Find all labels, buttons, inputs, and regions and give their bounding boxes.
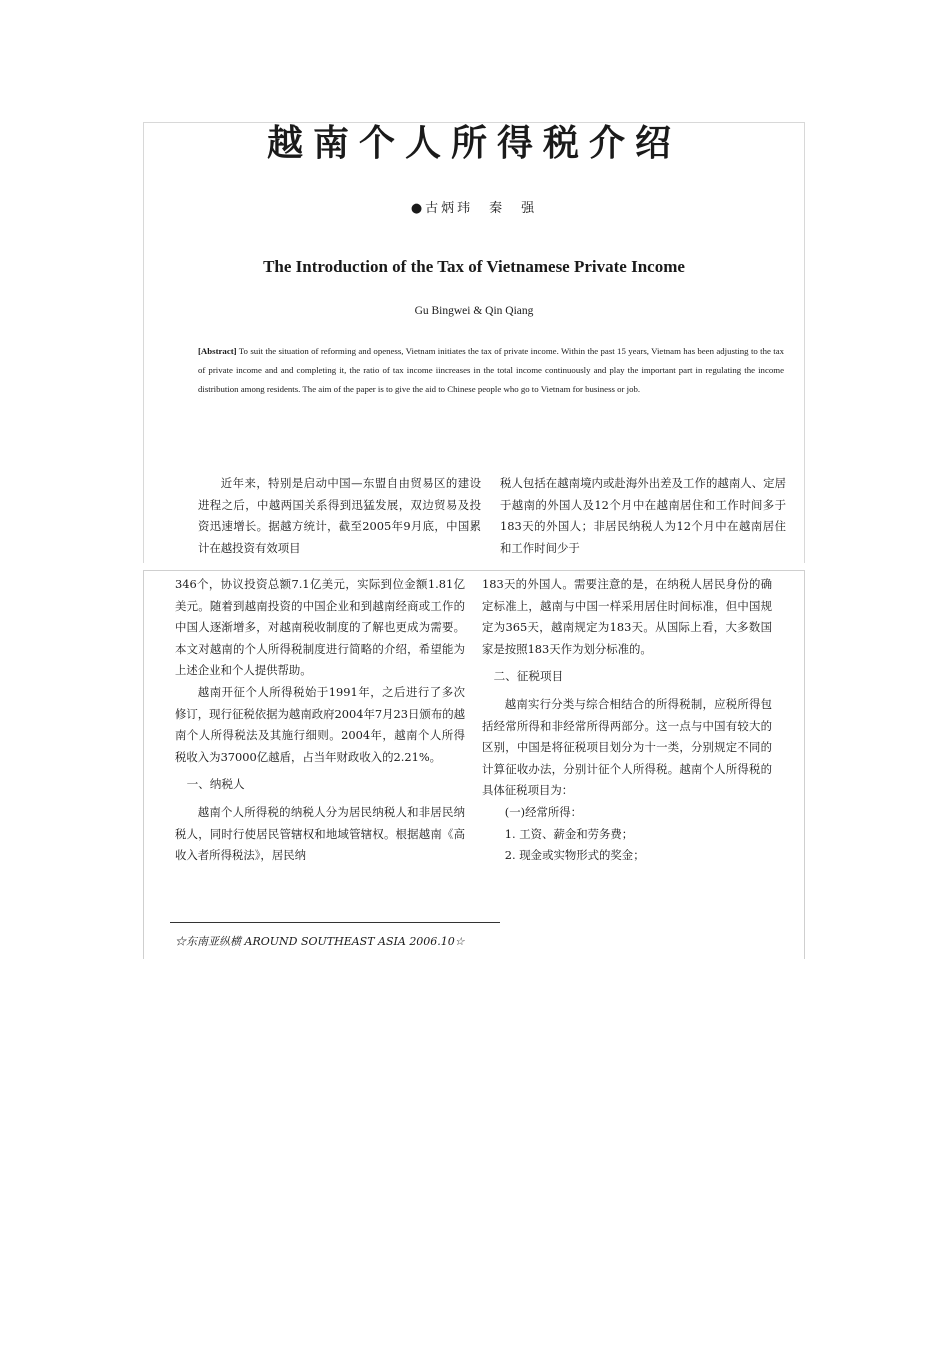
body-column-left-top xyxy=(198,473,481,559)
body-column-right-top xyxy=(500,473,786,559)
abstract-label: [Abstract] xyxy=(198,346,237,356)
paragraph: 近年来，特别是启动中国—东盟自由贸易区的建设进程之后，中越两国关系得到迅猛发展，双边贸易及投资迅速增长。据越方统计，截至2005年9月底，中国累计在越投资有效项目 xyxy=(198,476,481,555)
paragraph: 越南实行分类与综合相结合的所得税制，应税所得包括经常所得和非经常所得两部分。这一点与中国有较大的区别，中国是将征税项目划分为十一类，分别规定不同的计算征收办法，分别计征个人所得税。越南个人所得税的具体征税项目为： xyxy=(482,696,772,798)
authors-cn: ●古炳玮 秦 强 xyxy=(410,201,538,216)
list-item: (一)经常所得： xyxy=(504,804,583,819)
footer-rule xyxy=(170,922,500,923)
paragraph: 税人包括在越南境内或赴海外出差及工作的越南人、定居于越南的外国人及12个月中在越南居住和工作时间多于183天的外国人；非居民纳税人为12个月中在越南居住和工作时间少于 xyxy=(500,476,786,555)
authors-en: Gu Bingwei & Qin Qiang xyxy=(414,305,534,317)
scan-fragment-bottom xyxy=(143,570,805,959)
paragraph: 越南开征个人所得税始于1991年，之后进行了多次修订，现行征税依据为越南政府2004年7月23日颁布的越南个人所得税法及其施行细则。2004年，越南个人所得税收入为37000亿越盾，占当年财政收入的2.21%。 xyxy=(175,684,465,764)
list-item: 2. 现金或实物形式的奖金； xyxy=(504,848,645,863)
list-item: 1. 工资、薪金和劳务费； xyxy=(504,826,634,841)
scan-fragment-top xyxy=(143,122,805,563)
article-title-cn: 越南个人所得税介绍 xyxy=(266,122,681,164)
article-title-en: The Introduction of the Tax of Vietnamese Private Income xyxy=(263,257,685,276)
body-column-left xyxy=(175,574,465,867)
abstract-text: To suit the situation of reforming and openess, Vietnam initiates the tax of private income. Within the past 15 years, Vietnam has been adjusting to the tax of private income and and completing it, the ratio of tax income iincreases in the total income continuously and play the important part in regulating the income distribution among residents. The aim of the paper is to give the aid to Chinese people who go to Vietnam for business or job. xyxy=(198,346,784,394)
paragraph: 183天的外国人。需要注意的是，在纳税人居民身份的确定标准上，越南与中国一样采用居住时间标准，但中国规定为365天，越南规定为183天。从国际上看，大多数国家是按照183天作为划分标准的。 xyxy=(482,577,772,656)
body-column-right xyxy=(482,574,772,867)
paragraph: 越南个人所得税的纳税人分为居民纳税人和非居民纳税人，同时行使居民管辖权和地域管辖权。根据越南《高收入者所得税法》，居民纳 xyxy=(175,804,465,863)
page-footer: ☆东南亚纵横 AROUND SOUTHEAST ASIA 2006.10☆ xyxy=(175,935,465,948)
section-heading: 一、纳税人 xyxy=(186,777,245,792)
paragraph: 346个，协议投资总额7.1亿美元，实际到位金额1.81亿美元。随着到越南投资的中国企业和到越南经商或工作的中国人逐渐增多，对越南税收制度的了解也更成为需要。本文对越南的个人所得税制度进行简略的介绍，希望能为上述企业和个人提供帮助。 xyxy=(175,577,465,678)
section-heading: 二、征税项目 xyxy=(493,669,564,684)
abstract xyxy=(198,342,784,399)
